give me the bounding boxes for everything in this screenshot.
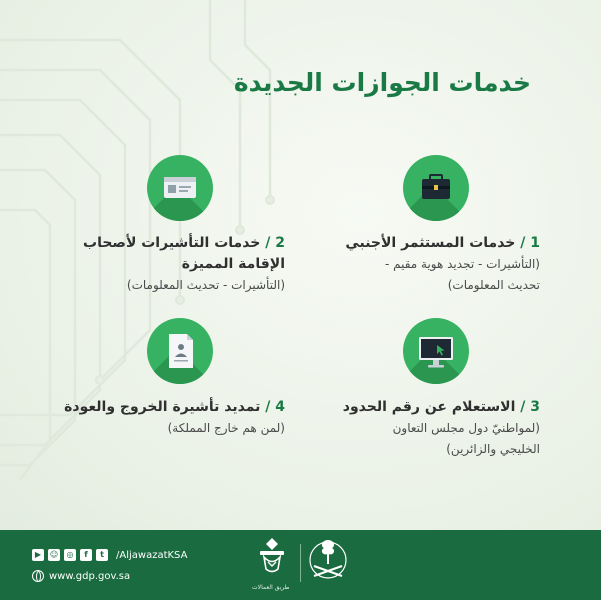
briefcase-icon — [403, 155, 469, 221]
passport-document-icon — [147, 318, 213, 384]
service-item-desc: (لمن هم خارج المملكة) — [167, 421, 285, 435]
service-number: 3 / — [520, 399, 540, 415]
service-item-1 — [290, 233, 540, 296]
service-item-heading-line2: الإقامة المميزة — [181, 256, 285, 272]
facebook-icon[interactable]: f — [80, 549, 92, 561]
service-number: 2 / — [265, 235, 285, 251]
ministry-emblem — [306, 536, 350, 586]
instagram-icon[interactable]: ◎ — [64, 549, 76, 561]
service-item-desc: الخليجي والزائرين) — [446, 442, 540, 456]
social-links — [32, 548, 187, 562]
service-item-heading: 1 / خدمات المستثمر الأجنبي — [345, 235, 540, 251]
page-title: خدمات الجوازات الجديدة — [233, 68, 531, 97]
service-number: 4 / — [265, 399, 285, 415]
service-item-desc: (لمواطنيّ دول مجلس التعاون — [392, 421, 540, 435]
twitter-icon[interactable]: t — [96, 549, 108, 561]
snapchat-icon[interactable]: ☺ — [49, 550, 59, 559]
service-item-heading: 3 / الاستعلام عن رقم الحدود — [342, 399, 540, 415]
globe-icon — [32, 570, 44, 582]
footer-bar — [0, 530, 601, 600]
id-card-icon — [147, 155, 213, 221]
website-link[interactable]: www.gdp.gov.sa — [49, 570, 131, 582]
passports-logo — [252, 536, 292, 582]
service-item-4 — [35, 397, 285, 439]
service-item-desc: (التأشيرات - تحديث المعلومات) — [126, 278, 285, 292]
service-item-3 — [290, 397, 540, 460]
logo-divider — [300, 544, 301, 582]
service-item-heading: 2 / خدمات التأشيرات لأصحاب — [83, 235, 285, 251]
social-handle[interactable]: /AljawazatKSA — [116, 549, 188, 561]
monitor-cursor-icon — [403, 318, 469, 384]
service-number: 1 / — [520, 235, 540, 251]
service-item-desc: (التأشيرات - تجديد هوية مقيم - — [384, 257, 540, 271]
service-item-desc: تحديث المعلومات) — [447, 278, 540, 292]
logo-caption: طريق العمالات — [252, 584, 290, 591]
service-item-2 — [35, 233, 285, 296]
website-row — [32, 570, 130, 582]
service-item-heading: 4 / تمديد تأشيرة الخروج والعودة — [64, 399, 285, 415]
youtube-icon[interactable]: ▶ — [32, 549, 44, 561]
